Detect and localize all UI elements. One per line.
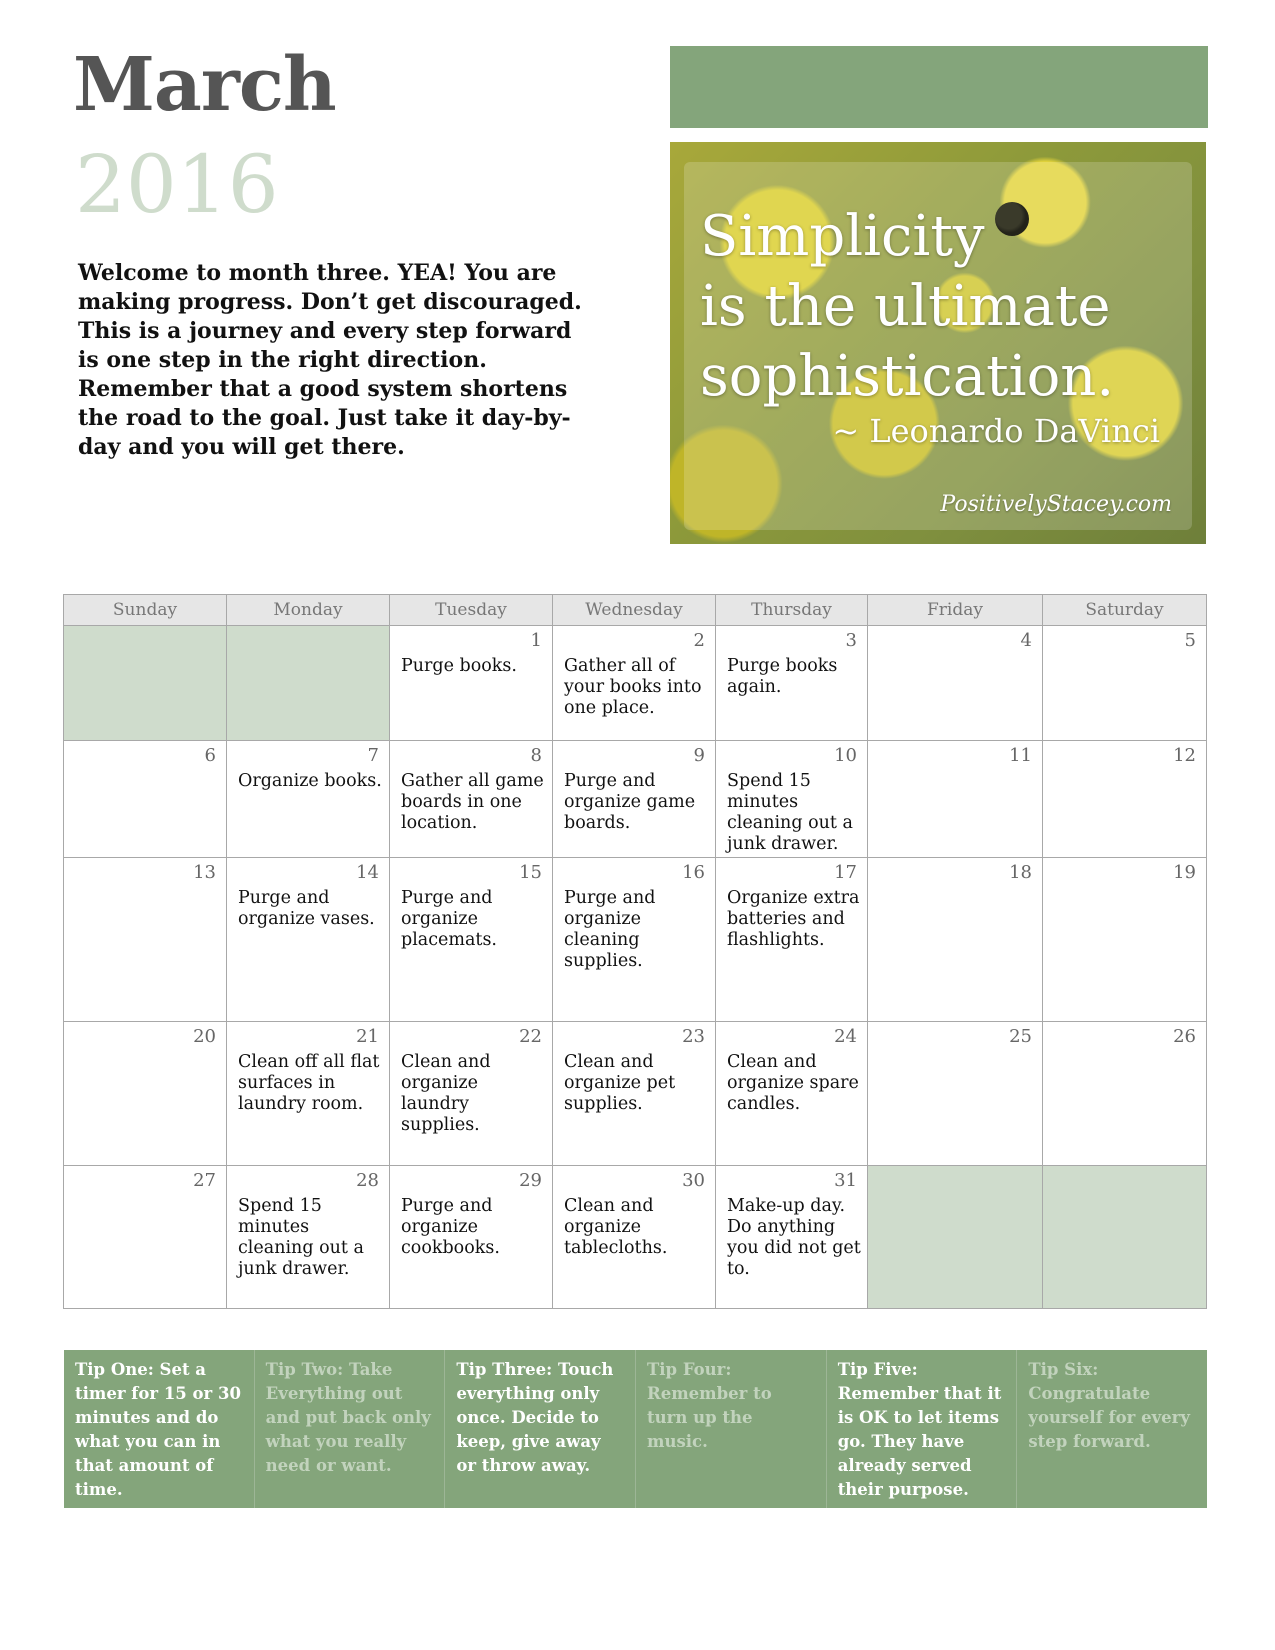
tip-two: Tip Two: Take Everything out and put back only what you really need or want.	[255, 1350, 446, 1508]
week-row	[64, 1022, 1207, 1166]
day-number: 21	[356, 1026, 379, 1047]
day-task: Clean and organize tablecloths.	[564, 1196, 668, 1258]
day-cell	[1043, 741, 1207, 858]
day-cell	[390, 1166, 553, 1309]
day-cell	[868, 858, 1043, 1022]
day-task: Organize books.	[238, 771, 382, 791]
day-cell	[868, 626, 1043, 741]
day-task: Purge and organize vases.	[238, 888, 375, 929]
week-row	[64, 626, 1207, 741]
day-number: 19	[1173, 862, 1196, 883]
day-task: Organize extra batteries and flashlights.	[727, 888, 860, 950]
day-cell	[716, 1166, 868, 1309]
quote-text	[700, 202, 1114, 412]
day-cell	[390, 1022, 553, 1166]
day-task: Purge and organize cookbooks.	[401, 1196, 500, 1258]
day-cell	[64, 1166, 227, 1309]
day-cell	[868, 1166, 1043, 1309]
week-row	[64, 858, 1207, 1022]
day-number: 25	[1009, 1026, 1032, 1047]
day-number: 12	[1173, 745, 1196, 766]
day-number: 6	[204, 745, 216, 766]
day-cell	[1043, 858, 1207, 1022]
day-task: Purge and organize placemats.	[401, 888, 497, 950]
day-cell	[1043, 626, 1207, 741]
day-cell	[64, 741, 227, 858]
quote-image	[670, 142, 1206, 544]
day-number: 15	[519, 862, 542, 883]
day-number: 13	[193, 862, 216, 883]
day-cell	[1043, 1022, 1207, 1166]
year-title: 2016	[75, 138, 279, 231]
day-number: 10	[834, 745, 857, 766]
day-number: 24	[834, 1026, 857, 1047]
day-task: Purge and organize game boards.	[564, 771, 696, 833]
day-number: 11	[1009, 745, 1032, 766]
day-cell	[1043, 1166, 1207, 1309]
day-task: Clean and organize laundry supplies.	[401, 1052, 491, 1135]
weekday-sunday: Sunday	[64, 595, 227, 626]
day-cell	[227, 1166, 390, 1309]
day-cell	[716, 1022, 868, 1166]
day-number: 26	[1173, 1026, 1196, 1047]
day-cell	[227, 626, 390, 741]
tip-one: Tip One: Set a timer for 15 or 30 minutes and do what you can in that amount of time.	[64, 1350, 255, 1508]
tip-five: Tip Five: Remember that it is OK to let items go. They have already served their purpose.	[827, 1350, 1018, 1508]
day-task: Spend 15 minutes cleaning out a junk drawer.	[727, 771, 853, 854]
day-cell	[227, 1022, 390, 1166]
weekday-header-row	[64, 595, 1207, 626]
day-cell	[868, 1022, 1043, 1166]
day-task: Clean off all flat surfaces in laundry room.	[238, 1052, 380, 1114]
quote-line-2: is the ultimate	[700, 274, 1111, 339]
week-row	[64, 741, 1207, 858]
tip-four: Tip Four: Remember to turn up the music.	[636, 1350, 827, 1508]
day-number: 31	[834, 1170, 857, 1191]
day-cell	[390, 626, 553, 741]
day-cell	[553, 1166, 716, 1309]
header-green-bar	[670, 46, 1208, 128]
weekday-wednesday: Wednesday	[553, 595, 716, 626]
day-number: 2	[693, 630, 705, 651]
day-number: 4	[1020, 630, 1032, 651]
day-number: 14	[356, 862, 379, 883]
day-task: Purge books again.	[727, 656, 838, 697]
day-number: 28	[356, 1170, 379, 1191]
day-task: Clean and organize spare candles.	[727, 1052, 859, 1114]
quote-site: PositivelyStacey.com	[940, 492, 1172, 517]
day-cell	[553, 626, 716, 741]
day-cell	[868, 741, 1043, 858]
quote-line-3: sophistication.	[700, 344, 1115, 409]
weekday-tuesday: Tuesday	[390, 595, 553, 626]
day-number: 7	[367, 745, 379, 766]
day-task: Gather all game boards in one location.	[401, 771, 544, 833]
tip-six: Tip Six: Congratulate yourself for every step forward.	[1028, 1360, 1190, 1451]
day-number: 1	[530, 630, 542, 651]
day-number: 18	[1009, 862, 1032, 883]
day-cell	[716, 626, 868, 741]
day-number: 3	[845, 630, 857, 651]
weekday-thursday: Thursday	[716, 595, 868, 626]
intro-text: Welcome to month three. YEA! You are making progress. Don’t get discouraged. This is a journey and every step forward is one step in the right direction. Remember that a good system shortens the road to the goal. Just take it day-by-day and you will get there.	[78, 260, 582, 460]
day-number: 16	[682, 862, 705, 883]
quote-line-1: Simplicity	[700, 204, 985, 269]
calendar-grid	[63, 594, 1207, 1309]
day-cell	[227, 741, 390, 858]
day-cell	[390, 858, 553, 1022]
day-cell	[716, 858, 868, 1022]
day-cell	[64, 858, 227, 1022]
weekday-saturday: Saturday	[1043, 595, 1207, 626]
day-number: 9	[693, 745, 705, 766]
day-number: 29	[519, 1170, 542, 1191]
day-number: 30	[682, 1170, 705, 1191]
day-task: Spend 15 minutes cleaning out a junk drawer.	[238, 1196, 364, 1279]
day-cell	[716, 741, 868, 858]
day-number: 27	[193, 1170, 216, 1191]
day-number: 22	[519, 1026, 542, 1047]
day-number: 5	[1184, 630, 1196, 651]
day-task: Purge books.	[401, 656, 517, 676]
day-cell	[390, 741, 553, 858]
day-cell	[64, 626, 227, 741]
day-number: 23	[682, 1026, 705, 1047]
day-number: 8	[530, 745, 542, 766]
day-task: Clean and organize pet supplies.	[564, 1052, 676, 1114]
day-task: Gather all of your books into one place.	[564, 656, 702, 718]
tip-three: Tip Three: Touch everything only once. Decide to keep, give away or throw away.	[445, 1350, 636, 1508]
day-task: Purge and organize cleaning supplies.	[564, 888, 656, 971]
day-cell	[553, 858, 716, 1022]
month-title: March	[73, 42, 336, 128]
day-number: 17	[834, 862, 857, 883]
quote-author: ~ Leonardo DaVinci	[832, 412, 1160, 450]
week-row	[64, 1166, 1207, 1309]
tips-bar	[64, 1350, 1207, 1508]
day-number: 20	[193, 1026, 216, 1047]
day-cell	[227, 858, 390, 1022]
day-cell	[553, 741, 716, 858]
day-cell	[64, 1022, 227, 1166]
weekday-monday: Monday	[227, 595, 390, 626]
weekday-friday: Friday	[868, 595, 1043, 626]
day-task: Make-up day. Do anything you did not get to.	[727, 1196, 861, 1279]
day-cell	[553, 1022, 716, 1166]
